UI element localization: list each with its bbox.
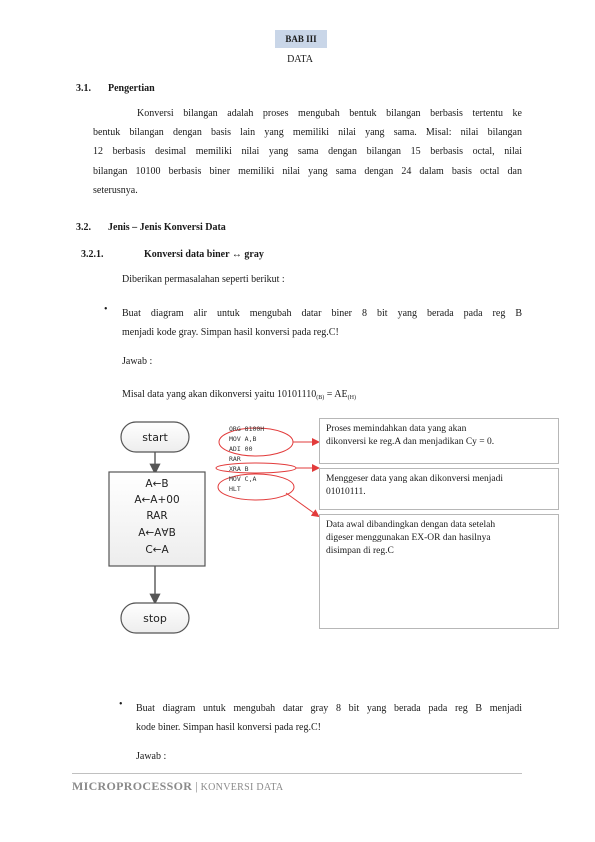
section-number-3-2: 3.2. <box>76 222 91 233</box>
process-line-4: A←A∀B <box>138 527 176 539</box>
chapter-label: BAB III <box>275 30 327 48</box>
bullet-dot: • <box>119 699 123 710</box>
intro-text: Diberikan permasalahan seperti berikut : <box>122 274 285 285</box>
code-line: MOV C,A <box>229 475 257 483</box>
start-label: start <box>142 431 168 444</box>
footer-course: MICROPROCESSOR <box>72 779 193 793</box>
example-sub-binary: (B) <box>316 395 325 401</box>
code-line: ORG 8100H <box>229 425 265 433</box>
callout-3-line-2: digeser menggunakan EX-OR dan hasilnya <box>326 533 491 543</box>
callout-2-line-1: Menggeser data yang akan dikonversi menjadi <box>326 474 504 484</box>
page-footer <box>72 779 283 794</box>
code-line: MOV A,B <box>229 435 257 443</box>
bullet-1-line-2: menjadi kode gray. Simpan hasil konversi pada reg.C! <box>122 327 339 339</box>
bullet-1-line-1: Buat diagram alir untuk mengubah datar biner 8 bit yang berada pada reg B <box>122 308 522 319</box>
paragraph-line-1: Konversi bilangan adalah proses mengubah bentuk bilangan berbasis tertentu ke <box>137 108 522 119</box>
bullet-2-text <box>136 699 522 737</box>
stop-label: stop <box>143 612 167 625</box>
code-line: HLT <box>229 485 241 493</box>
code-line: XRA B <box>229 465 249 473</box>
code-line: RAR <box>229 455 241 463</box>
process-line-1: A←B <box>145 478 169 490</box>
jawab-label-2: Jawab : <box>136 751 167 762</box>
callout-1-line-1: Proses memindahkan data yang akan <box>326 424 467 434</box>
process-line-2: A←A+00 <box>134 494 180 506</box>
footer-topic: KONVERSI DATA <box>200 782 284 793</box>
chapter-title: DATA <box>287 54 313 65</box>
callout-1 <box>319 418 559 464</box>
section-title-biner-gray: Konversi data biner ↔ gray <box>144 249 264 260</box>
footer-separator: | <box>192 779 201 793</box>
callout-3-line-3: disimpan di reg.C <box>326 546 394 556</box>
bullet-2-line-1: Buat diagram untuk mengubah datar gray 8 bit yang berada pada reg B menjadi <box>136 703 522 714</box>
code-line: ADI 00 <box>229 445 253 453</box>
assembly-code <box>229 424 264 494</box>
section-number-3-1: 3.1. <box>76 83 91 94</box>
example-mid: = AE <box>324 389 348 400</box>
paragraph-line-2: bentuk bilangan dengan basis lain yang memiliki nilai yang sama. Misal: nilai bilangan <box>93 127 522 139</box>
annotation-arrow-3 <box>286 493 318 516</box>
section-title-pengertian: Pengertian <box>108 83 155 94</box>
footer-divider <box>72 773 522 774</box>
paragraph-line-3: 12 berbasis desimal memiliki nilai yang sama dengan bilangan 15 berbasis octal, nilai <box>93 146 522 158</box>
callout-2-line-2: 01010111. <box>326 487 366 497</box>
example-prefix: Misal data yang akan dikonversi yaitu 10101110 <box>122 389 317 400</box>
section-title-jenis: Jenis – Jenis Konversi Data <box>108 222 226 233</box>
callout-3-line-1: Data awal dibandingkan dengan data setelah <box>326 520 496 530</box>
callout-3 <box>319 514 559 629</box>
section-number-3-2-1: 3.2.1. <box>81 249 104 260</box>
bullet-dot: • <box>104 304 108 315</box>
bullet-2-line-2: kode biner. Simpan hasil konversi pada reg.C! <box>136 722 321 734</box>
callout-1-line-2: dikonversi ke reg.A dan menjadikan Cy = 0. <box>326 437 495 447</box>
process-line-3: RAR <box>146 510 168 522</box>
callout-2 <box>319 468 559 510</box>
paragraph-line-5: seterusnya. <box>93 184 138 196</box>
process-line-5: C←A <box>145 544 169 556</box>
example-sub-hex: (H) <box>347 395 356 401</box>
jawab-label-1: Jawab : <box>122 356 153 367</box>
paragraph-line-4: bilangan 10100 berbasis biner memiliki nilai yang sama dengan 24 dalam basis octal dan <box>93 165 522 177</box>
